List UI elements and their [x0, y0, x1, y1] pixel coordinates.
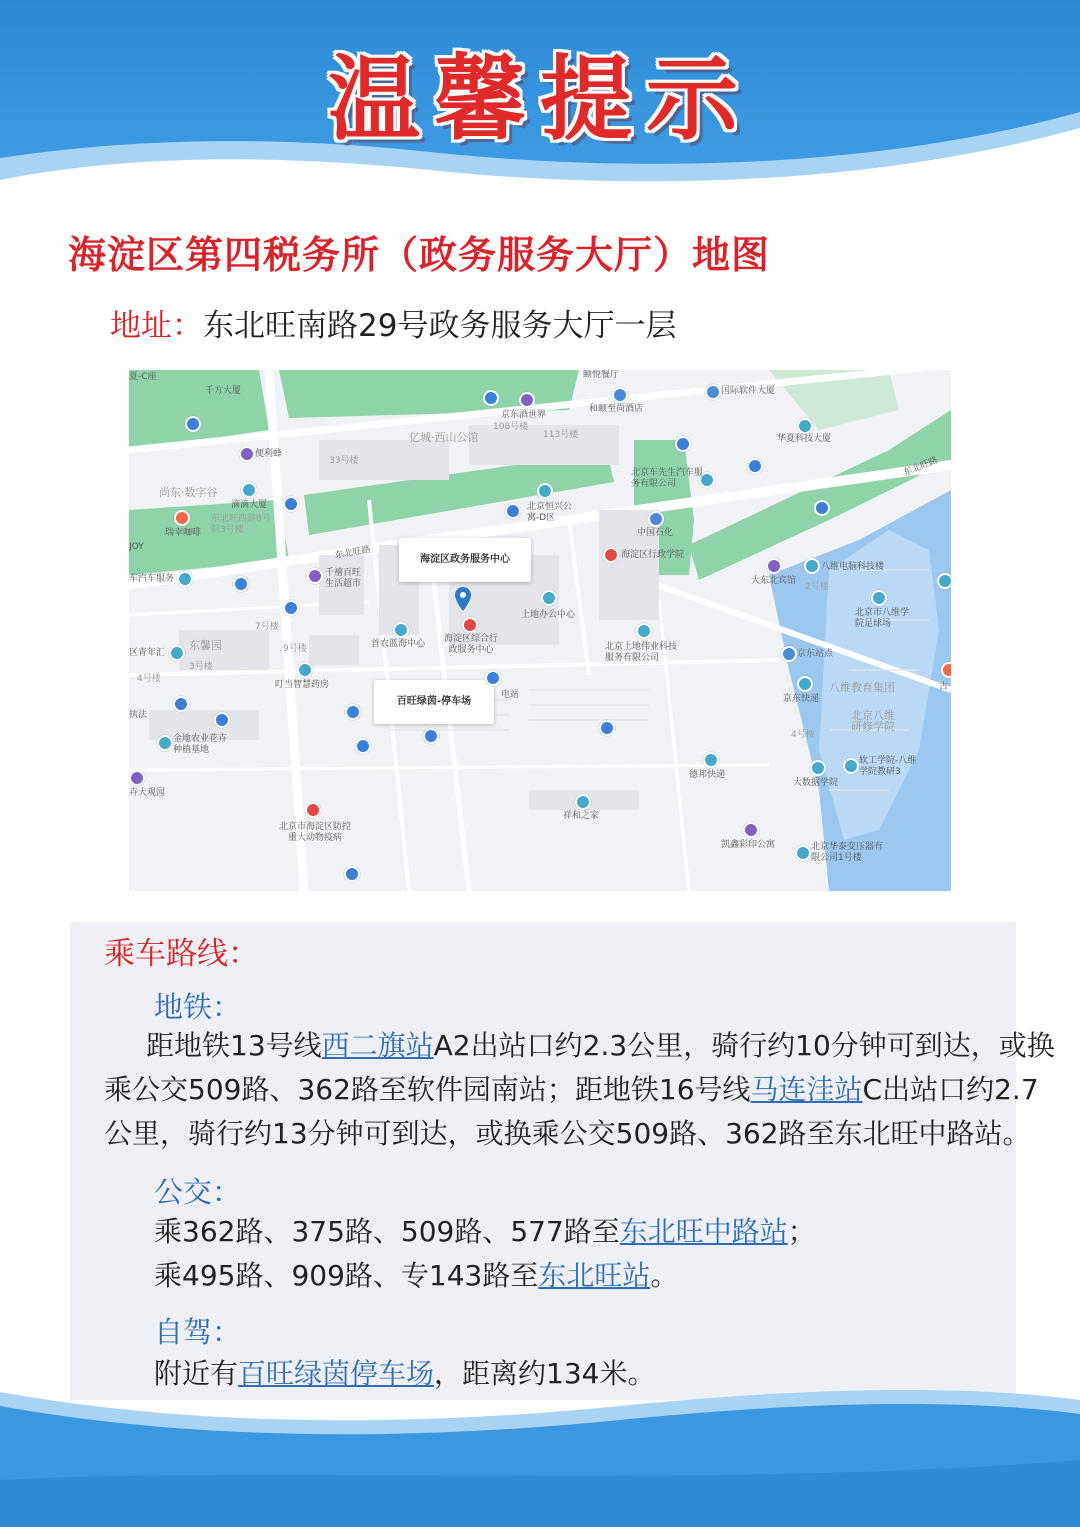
poi-icon — [843, 758, 859, 774]
map-label: 7号楼 — [255, 622, 279, 632]
subway-text: 乘公交509路、362路至软件园南站；距地铁16号线 — [104, 1073, 751, 1106]
drive-title: 自驾： — [154, 1315, 242, 1349]
subway-line-3: 公里，骑行约13分钟可到达，或换乘公交509路、362路至东北旺中路站。 — [104, 1117, 1031, 1150]
poi-icon — [393, 622, 409, 638]
map-label: 凯鑫彩印公寓 — [721, 840, 776, 850]
map-label: 德邦快递 — [689, 770, 726, 780]
bus-text: ； — [787, 1215, 816, 1248]
poi-icon — [305, 802, 321, 818]
map-label: 113号楼 — [543, 430, 579, 440]
map-label: 首农蓝海中心 — [371, 639, 426, 649]
map-label: 北京上地伟业科技服务有限公司 — [605, 642, 678, 663]
poi-icon — [169, 645, 185, 661]
bus-text: 乘362路、375路、509路、577路至 — [154, 1215, 620, 1248]
map-label: 卉大观园 — [129, 788, 166, 798]
parking-icon — [345, 704, 361, 720]
location-map[interactable] — [129, 370, 951, 891]
star-marker-icon — [462, 617, 478, 633]
poi-icon — [941, 662, 951, 678]
parking-icon — [283, 496, 299, 512]
map-label: 千方大厦 — [205, 386, 242, 396]
map-label: 北京市八维学院足球场 — [855, 608, 910, 629]
parking-icon — [214, 712, 230, 728]
map-label: 叮当智慧药房 — [275, 680, 330, 690]
poi-icon — [871, 590, 887, 606]
map-label: 大数据学院 — [793, 778, 839, 788]
poi-icon — [797, 418, 813, 434]
parking-link-baiwang[interactable]: 百旺绿茵停车场 — [238, 1357, 435, 1390]
poi-icon — [781, 646, 797, 662]
station-link-dongbeiwang-zhonglu[interactable]: 东北旺中路站 — [619, 1215, 788, 1248]
subway-text: 距地铁13号线 — [146, 1029, 322, 1062]
poi-icon — [810, 760, 826, 776]
parking-icon — [485, 670, 501, 686]
banner-title: 温馨提示 — [327, 45, 752, 153]
map-label: 上地办公中心 — [521, 610, 576, 620]
map-label: 4号楼 — [791, 730, 815, 740]
poi-icon — [612, 387, 628, 403]
poi-icon — [743, 822, 759, 838]
map-label: 尚东·数字谷 — [159, 486, 218, 499]
map-label: 108号楼 — [493, 422, 529, 432]
map-label: 车汽车服务 — [129, 574, 175, 584]
page-title: 海淀区第四税务所（政务服务大厅）地图 — [68, 233, 771, 277]
address-label: 地址： — [110, 308, 203, 344]
poi-icon — [239, 446, 255, 462]
map-label: 执法 — [129, 710, 148, 720]
map-label: 海淀区行政学院 — [621, 550, 685, 560]
map-label: 千禧百旺生活超市 — [325, 568, 362, 589]
parking-icon — [233, 576, 249, 592]
subway-title: 地铁： — [154, 990, 242, 1024]
poi-icon — [703, 752, 719, 768]
location-pin-icon[interactable] — [455, 587, 471, 611]
bus-text: 乘495路、909路、专143路至 — [154, 1259, 539, 1292]
subway-line-2 — [104, 1068, 1039, 1111]
poi-icon — [804, 558, 820, 574]
map-label: JOY — [129, 542, 144, 552]
poi-icon — [603, 547, 619, 563]
poi-icon — [157, 735, 173, 751]
station-link-dongbeiwang[interactable]: 东北旺站 — [538, 1259, 651, 1292]
parking-icon — [483, 390, 499, 406]
map-label: 八维教育集团 — [829, 681, 895, 694]
map-label: 北京市海淀区防控重大动物疫病 — [278, 822, 351, 843]
map-label: 海淀区综合行政服务中心 — [443, 634, 498, 655]
transport-section-title: 乘车路线： — [104, 936, 259, 972]
poi-icon — [795, 845, 811, 861]
map-label: 电站 — [501, 690, 520, 700]
address-value: 东北旺南路29号政务服务大厅一层 — [203, 308, 677, 344]
parking-icon — [599, 720, 615, 736]
map-label: 金地农业花卉种植基地 — [173, 734, 228, 755]
drive-text: 附近有 — [154, 1357, 239, 1390]
poi-icon — [766, 558, 782, 574]
poi-icon — [541, 590, 557, 606]
bus-text: 。 — [650, 1259, 679, 1292]
map-label: 中国石化 — [637, 528, 674, 538]
bus-title: 公交： — [154, 1175, 242, 1209]
poi-icon — [648, 511, 664, 527]
map-label: 北京八维研修学院 — [851, 709, 895, 733]
map-label: 东北旺西路8号院3号楼 — [211, 514, 271, 535]
map-label: 亿城·西山公馆 — [409, 431, 479, 444]
station-link-malianwa[interactable]: 马连洼站 — [750, 1073, 863, 1106]
poi-icon — [241, 482, 257, 498]
bus-line-1 — [154, 1210, 816, 1253]
map-label: 便利蜂 — [255, 449, 283, 459]
poi-icon — [297, 662, 313, 678]
map-label: 东馨园 — [189, 639, 222, 652]
poi-icon — [519, 392, 535, 408]
map-label: 软工学院-八维学院教研3 — [859, 756, 917, 777]
map-callout-parking: 百旺绿茵-停车场 — [374, 680, 494, 724]
poi-icon — [177, 571, 193, 587]
poi-icon — [575, 794, 591, 810]
map-label: 颐悦餐厅 — [583, 370, 620, 380]
parking-icon — [344, 866, 360, 882]
address-line — [110, 300, 676, 345]
map-label: 3号楼 — [189, 662, 213, 672]
map-label: 北京恒兴公寓-D区 — [527, 502, 573, 523]
station-link-xierqi[interactable]: 西二旗站 — [321, 1029, 434, 1062]
map-label: 京东快递 — [783, 694, 820, 704]
map-label: 东北旺路 — [334, 544, 372, 562]
parking-icon — [355, 738, 371, 754]
drive-text: ，距离约134米。 — [434, 1357, 656, 1390]
subway-line-1 — [146, 1024, 1055, 1067]
map-label: 古 — [939, 682, 949, 692]
parking-icon — [185, 416, 201, 432]
map-label: 4号楼 — [137, 674, 161, 684]
bus-line-2 — [154, 1254, 678, 1297]
map-label: 国际软件大厦 — [721, 386, 776, 396]
map-label: 滴滴大厦 — [231, 500, 268, 510]
poi-icon — [537, 483, 553, 499]
map-label: 瑞幸咖啡 — [165, 528, 202, 538]
map-label: 33号楼 — [329, 456, 359, 466]
parking-icon — [675, 436, 691, 452]
map-label: 北京车先生汽车服务有限公司 — [631, 468, 704, 489]
map-label: 祥和之家 — [563, 811, 600, 821]
map-label: 9号楼 — [283, 644, 307, 654]
map-label: 和颐至尚酒店 — [589, 404, 644, 414]
map-label: 区青年汇 — [129, 648, 166, 658]
map-label: 大东北宾馆 — [751, 576, 797, 586]
parking-icon — [173, 696, 189, 712]
parking-icon — [505, 503, 521, 519]
map-label: 北京华泰变压器有限公司1号楼 — [811, 842, 884, 863]
poi-icon — [174, 510, 190, 526]
map-label: 京东站点 — [797, 649, 834, 659]
map-label: 2号楼 — [805, 582, 829, 592]
map-label: 八维电脑科技楼 — [821, 562, 885, 572]
parking-icon — [283, 600, 299, 616]
parking-icon — [423, 728, 439, 744]
parking-icon — [814, 500, 830, 516]
parking-icon — [747, 458, 763, 474]
poi-icon — [937, 573, 951, 589]
poi-icon — [129, 770, 145, 786]
poi-icon — [636, 623, 652, 639]
subway-text: C出站口约2.7 — [862, 1073, 1039, 1106]
map-label: 京东酒世界 — [501, 410, 547, 420]
poi-icon — [307, 568, 323, 584]
map-label: 夏-C座 — [129, 372, 157, 382]
map-label: 华夏科技大厦 — [777, 434, 832, 444]
map-callout-center: 海淀区政务服务中心 — [399, 538, 531, 582]
subway-text: A2出站口约2.3公里，骑行约10分钟可到达，或换 — [433, 1029, 1055, 1062]
map-label: 东北旺路 — [902, 455, 940, 479]
poi-icon — [797, 676, 813, 692]
poi-icon — [705, 384, 721, 400]
bottom-wave-banner — [0, 1370, 1080, 1527]
